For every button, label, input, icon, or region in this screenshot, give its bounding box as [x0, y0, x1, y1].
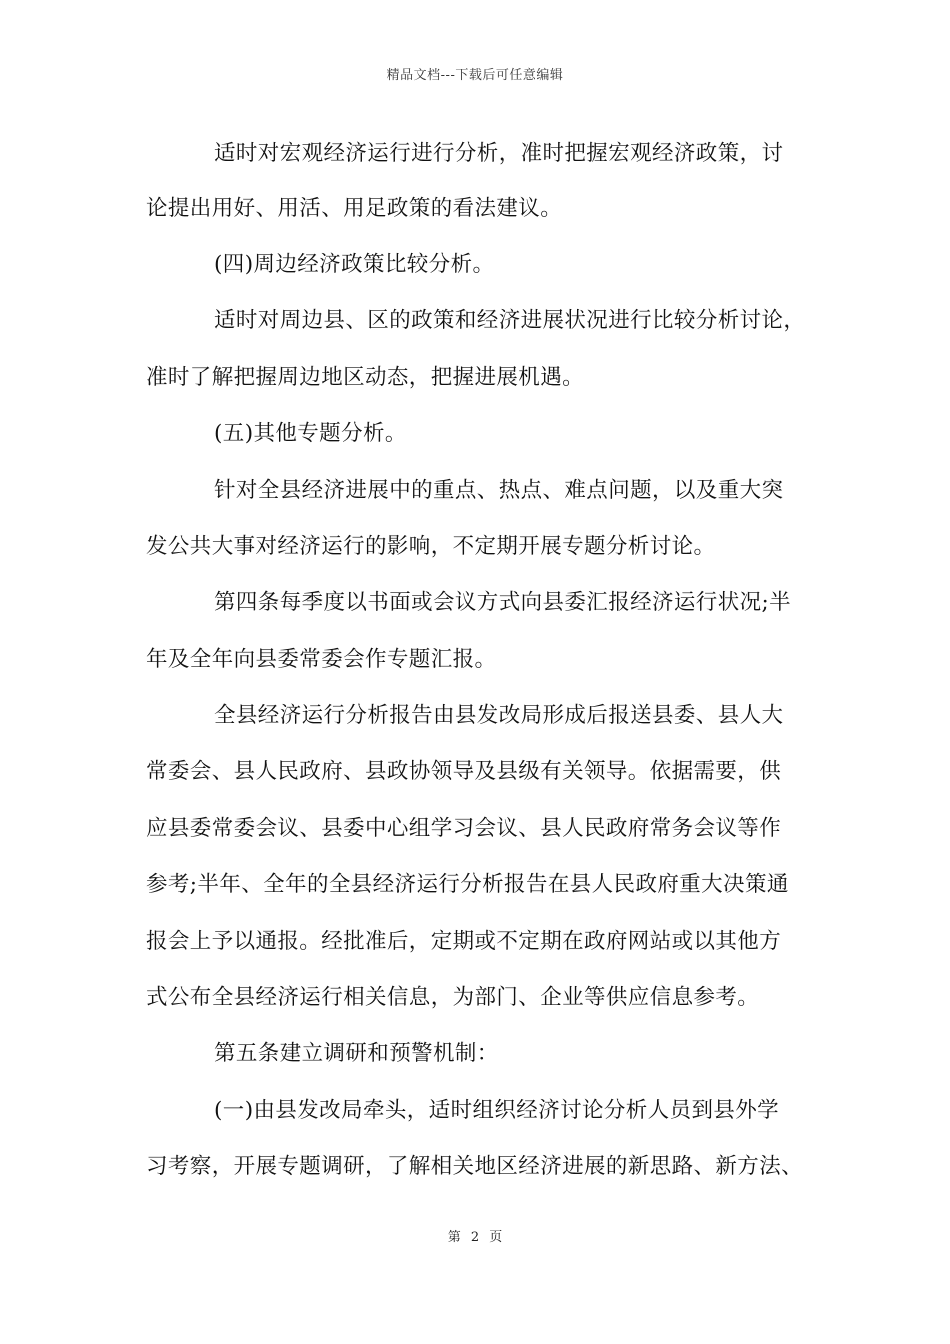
paragraph-line: 适时对周边县、区的政策和经济进展状况进行比较分析讨论，	[214, 308, 806, 333]
paragraph-line: 应县委常委会议、县委中心组学习会议、县人民政府常务会议等作	[146, 816, 782, 841]
paragraph-line: 习考察，开展专题调研，了解相关地区经济进展的新思路、新方法、	[146, 1154, 804, 1179]
page-number: 2	[470, 1230, 480, 1245]
page-number-prefix: 第	[447, 1230, 461, 1245]
paragraph-line: 报会上予以通报。经批准后，定期或不定期在政府网站或以其他方	[146, 929, 782, 954]
page-footer	[0, 1226, 950, 1245]
paragraph-line: 针对全县经济进展中的重点、热点、难点问题，以及重大突	[214, 478, 784, 503]
paragraph-line: 全县经济运行分析报告由县发改局形成后报送县委、县人大	[214, 703, 784, 728]
paragraph-line: 准时了解把握周边地区动态，把握进展机遇。	[146, 365, 585, 390]
paragraph-line: 论提出用好、用活、用足政策的看法建议。	[146, 196, 563, 221]
paragraph-line: 适时对宏观经济运行进行分析，准时把握宏观经济政策，讨	[214, 141, 784, 166]
article-heading: 第五条建立调研和预警机制：	[214, 1041, 499, 1066]
section-heading: (五)其他专题分析。	[214, 421, 407, 446]
page-header: 精品文档---下载后可任意编辑	[386, 68, 564, 83]
paragraph-line: 常委会、县人民政府、县政协领导及县级有关领导。依据需要，供	[146, 759, 782, 784]
paragraph-line: 第四条每季度以书面或会议方式向县委汇报经济运行状况;半	[214, 590, 792, 615]
page-number-suffix: 页	[489, 1230, 503, 1245]
paragraph-line: (一)由县发改局牵头，适时组织经济讨论分析人员到县外学	[214, 1098, 780, 1123]
paragraph-line: 参考;半年、全年的全县经济运行分析报告在县人民政府重大决策通	[146, 872, 789, 897]
paragraph-line: 年及全年向县委常委会作专题汇报。	[146, 647, 497, 672]
paragraph-line: 式公布全县经济运行相关信息，为部门、企业等供应信息参考。	[146, 985, 760, 1010]
section-heading: (四)周边经济政策比较分析。	[214, 252, 495, 277]
paragraph-line: 发公共大事对经济运行的影响，不定期开展专题分析讨论。	[146, 534, 716, 559]
